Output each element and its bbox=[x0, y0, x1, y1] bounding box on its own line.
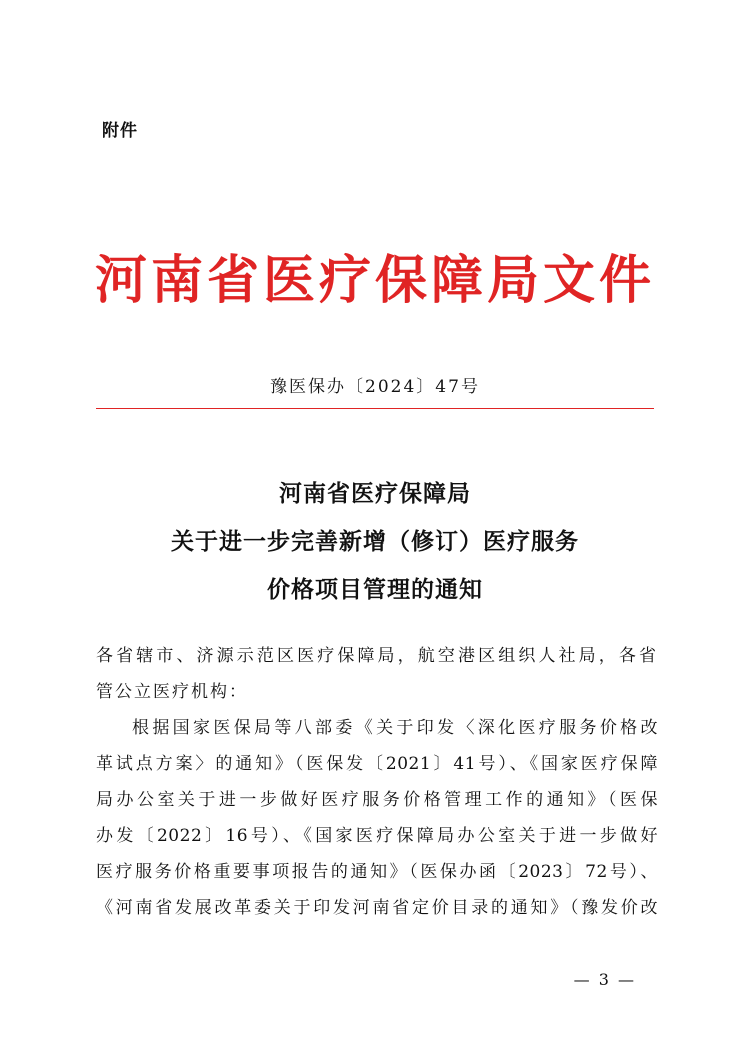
document-masthead: 河南省医疗保障局文件 bbox=[94, 251, 655, 311]
attachment-label: 附件 bbox=[102, 121, 138, 141]
body-line-3: 局办公室关于进一步做好医疗服务价格管理工作的通知》（医保 bbox=[96, 790, 658, 810]
page-number: — 3 — bbox=[573, 970, 636, 989]
title-line-1: 河南省医疗保障局 bbox=[279, 480, 471, 507]
body-paragraph bbox=[96, 710, 658, 926]
body-line-6: 《河南省发展改革委关于印发河南省定价目录的通知》（豫发价改 bbox=[96, 898, 658, 918]
notice-title bbox=[0, 470, 750, 614]
salutation-line-1: 各省辖市、济源示范区医疗保障局，航空港区组织人社局，各省 bbox=[96, 646, 658, 666]
document-number: 豫医保办〔2024〕47号 bbox=[270, 377, 480, 397]
red-separator-line bbox=[96, 408, 654, 409]
body-line-1: 根据国家医保局等八部委《关于印发〈深化医疗服务价格改 bbox=[132, 718, 658, 738]
title-line-2: 关于进一步完善新增（修订）医疗服务 bbox=[171, 528, 579, 555]
salutation bbox=[96, 638, 658, 710]
title-line-3: 价格项目管理的通知 bbox=[267, 576, 483, 603]
body-line-5: 医疗服务价格重要事项报告的通知》（医保办函〔2023〕72号）、 bbox=[96, 862, 658, 882]
body-line-2: 革试点方案〉的通知》（医保发〔2021〕41号）、《国家医疗保障 bbox=[96, 754, 658, 774]
salutation-line-2: 管公立医疗机构： bbox=[96, 682, 248, 702]
body-line-4: 办发〔2022〕16号）、《国家医疗保障局办公室关于进一步做好 bbox=[96, 826, 658, 846]
